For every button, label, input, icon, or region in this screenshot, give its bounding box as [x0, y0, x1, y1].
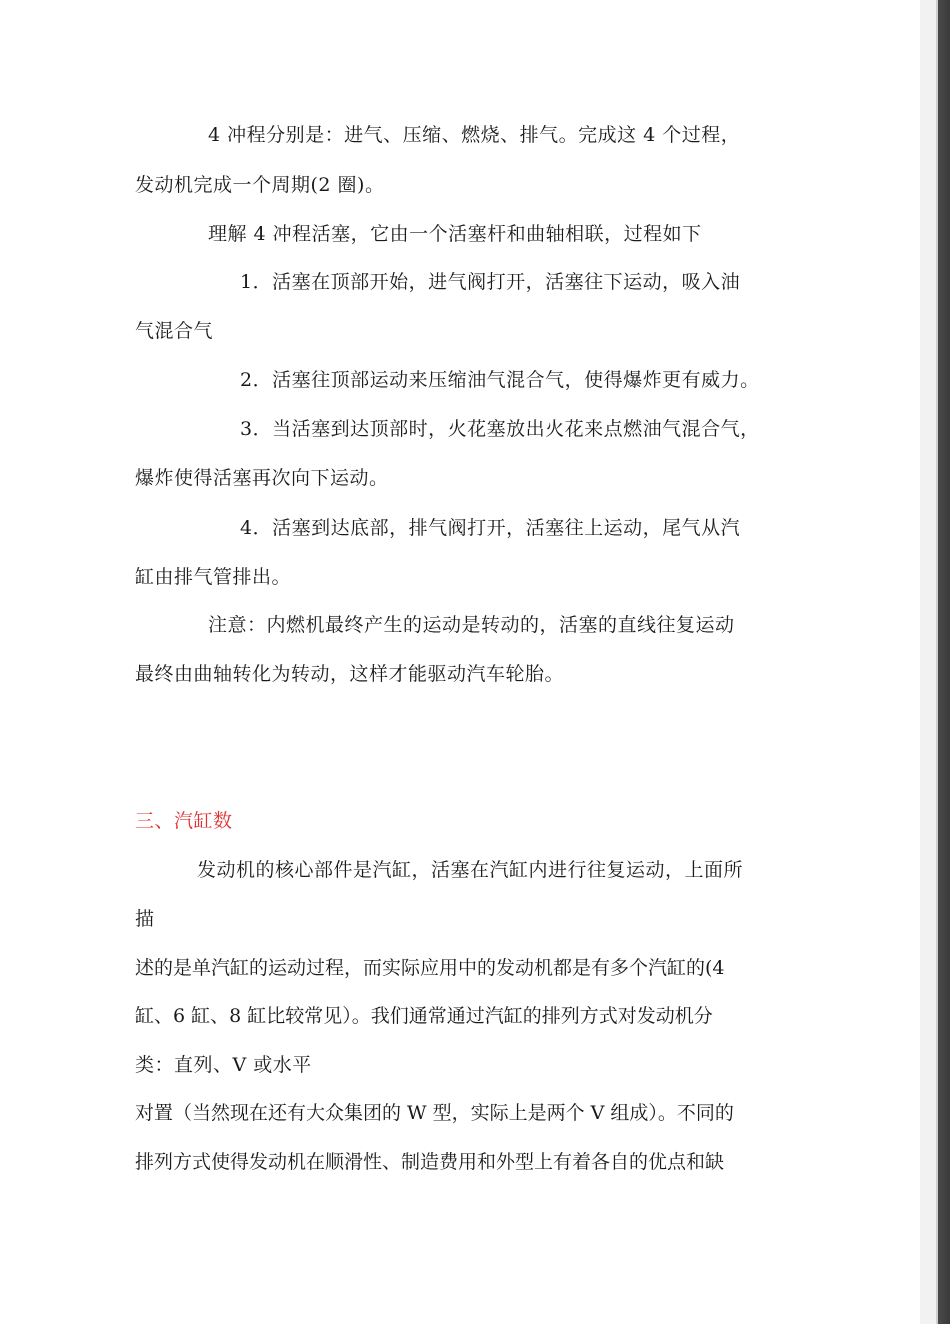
text-line: 缸由排气管排出。 [135, 566, 292, 588]
text-line: 缸、6 缸、8 缸比较常见）。我们通常通过汽缸的排列方式对发动机分 [135, 1005, 713, 1027]
text-line: 描 [135, 908, 155, 930]
text-line: 2．活塞往顶部运动来压缩油气混合气，使得爆炸更有威力。 [240, 369, 760, 391]
text-line: 注意：内燃机最终产生的运动是转动的，活塞的直线往复运动 [208, 614, 735, 636]
text-line: 述的是单汽缸的运动过程，而实际应用中的发动机都是有多个汽缸的(4 [135, 957, 725, 979]
text-line: 最终由曲轴转化为转动，这样才能驱动汽车轮胎。 [135, 663, 565, 685]
text-line: 1．活塞在顶部开始，进气阀打开，活塞往下运动，吸入油 [240, 271, 741, 293]
text-line: 4．活塞到达底部，排气阀打开，活塞往上运动，尾气从汽 [240, 517, 741, 539]
scrollbar[interactable] [920, 0, 950, 1324]
text-line: 发动机完成一个周期(2 圈)。 [135, 174, 385, 196]
text-line: 4 冲程分别是：进气、压缩、燃烧、排气。完成这 4 个过程， [208, 124, 741, 146]
section-heading: 三、汽缸数 [135, 810, 233, 832]
text-line: 类：直列、V 或水平 [135, 1054, 312, 1076]
text-line: 爆炸使得活塞再次向下运动。 [135, 467, 389, 489]
text-line: 气混合气 [135, 320, 214, 342]
text-line: 3．当活塞到达顶部时，火花塞放出火花来点燃油气混合气， [240, 418, 760, 440]
text-line: 对置（当然现在还有大众集团的 W 型，实际上是两个 V 组成）。不同的 [135, 1102, 734, 1124]
text-line: 理解 4 冲程活塞，它由一个活塞杆和曲轴相联，过程如下 [208, 223, 702, 245]
text-line: 发动机的核心部件是汽缸，活塞在汽缸内进行往复运动，上面所 [197, 859, 744, 881]
text-line: 排列方式使得发动机在顺滑性、制造费用和外型上有着各自的优点和缺 [135, 1151, 725, 1173]
